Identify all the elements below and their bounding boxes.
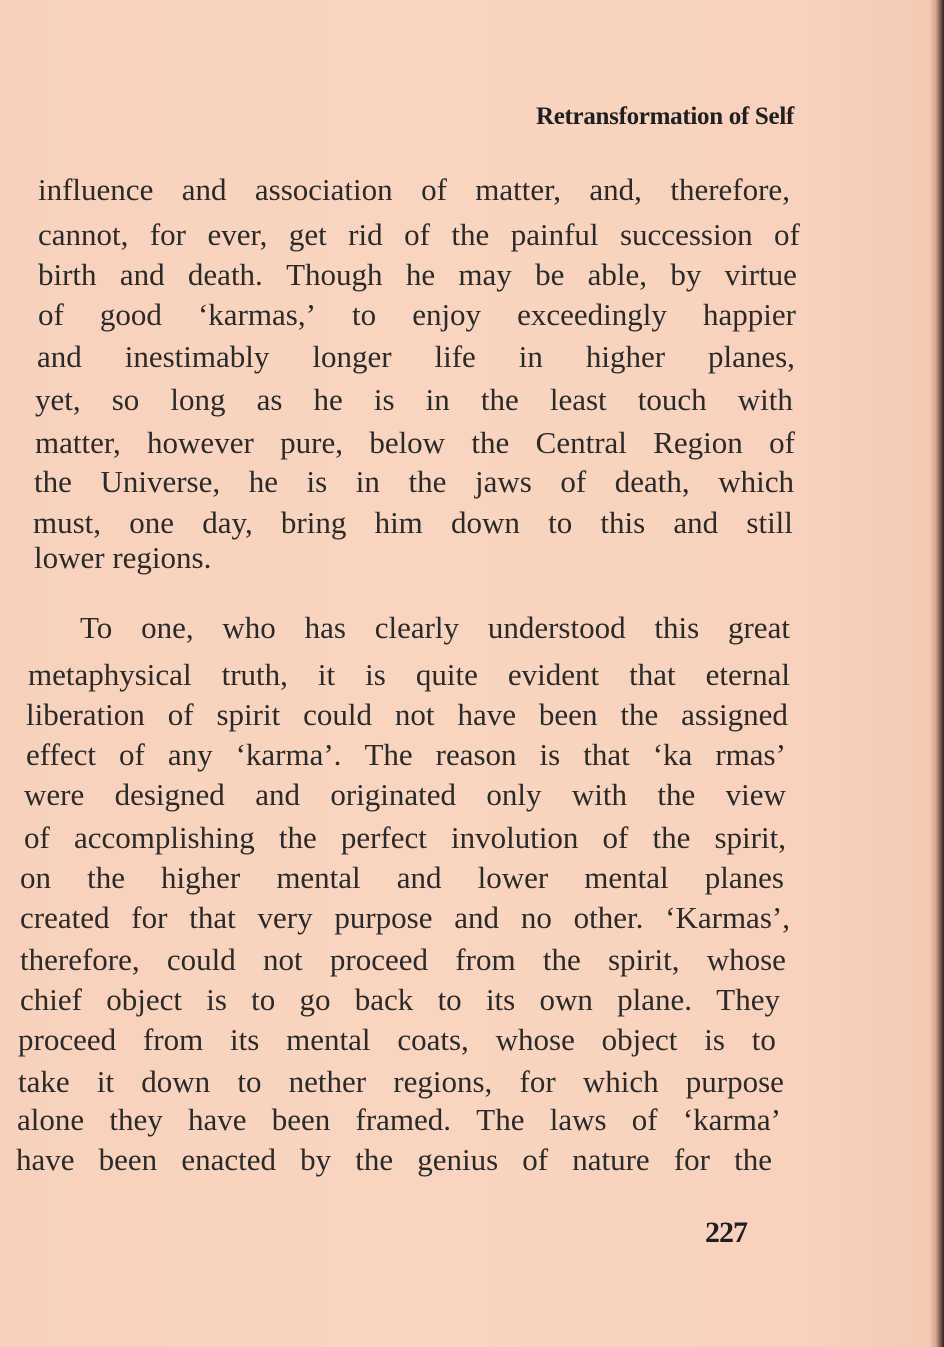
text-line: lower regions. <box>34 540 212 575</box>
text-line: created for that very purpose and no other. ‘Karmas’, <box>20 900 790 935</box>
text-line: of good ‘karmas,’ to enjoy exceedingly happier <box>38 297 796 332</box>
text-line: therefore, could not proceed from the spirit, whose <box>20 942 786 977</box>
text-line: have been enacted by the genius of nature for the <box>16 1142 772 1177</box>
text-line: take it down to nether regions, for which purpose <box>18 1064 784 1099</box>
text-line: and inestimably longer life in higher planes, <box>37 339 795 374</box>
text-line: the Universe, he is in the jaws of death, which <box>34 464 794 499</box>
text-line: yet, so long as he is in the least touch with <box>35 382 793 417</box>
text-line: cannot, for ever, get rid of the painful succession of <box>38 217 800 252</box>
text-line: proceed from its mental coats, whose object is to <box>18 1022 776 1057</box>
text-line: of accomplishing the perfect involution of the spirit, <box>24 820 786 855</box>
page-number: 227 <box>705 1216 747 1249</box>
text-line: metaphysical truth, it is quite evident that eternal <box>28 657 790 692</box>
text-line: chief object is to go back to its own plane. They <box>20 982 780 1017</box>
text-line: liberation of spirit could not have been the assigned <box>26 697 788 732</box>
running-head: Retransformation of Self <box>535 103 794 130</box>
text-line: matter, however pure, below the Central Region of <box>35 425 795 460</box>
text-line: birth and death. Though he may be able, by virtue <box>38 257 797 292</box>
text-line: alone they have been framed. The laws of ‘karma’ <box>17 1102 781 1137</box>
page-edge-shadow <box>930 0 944 1347</box>
text-line: effect of any ‘karma’. The reason is that ‘ka rmas’ <box>26 737 786 772</box>
text-line: To one, who has clearly understood this great <box>80 610 790 645</box>
text-line: on the higher mental and lower mental planes <box>20 860 784 895</box>
text-line: influence and association of matter, and, therefore, <box>38 172 790 207</box>
text-line: were designed and originated only with the view <box>24 777 786 812</box>
text-line: must, one day, bring him down to this and still <box>33 505 793 540</box>
